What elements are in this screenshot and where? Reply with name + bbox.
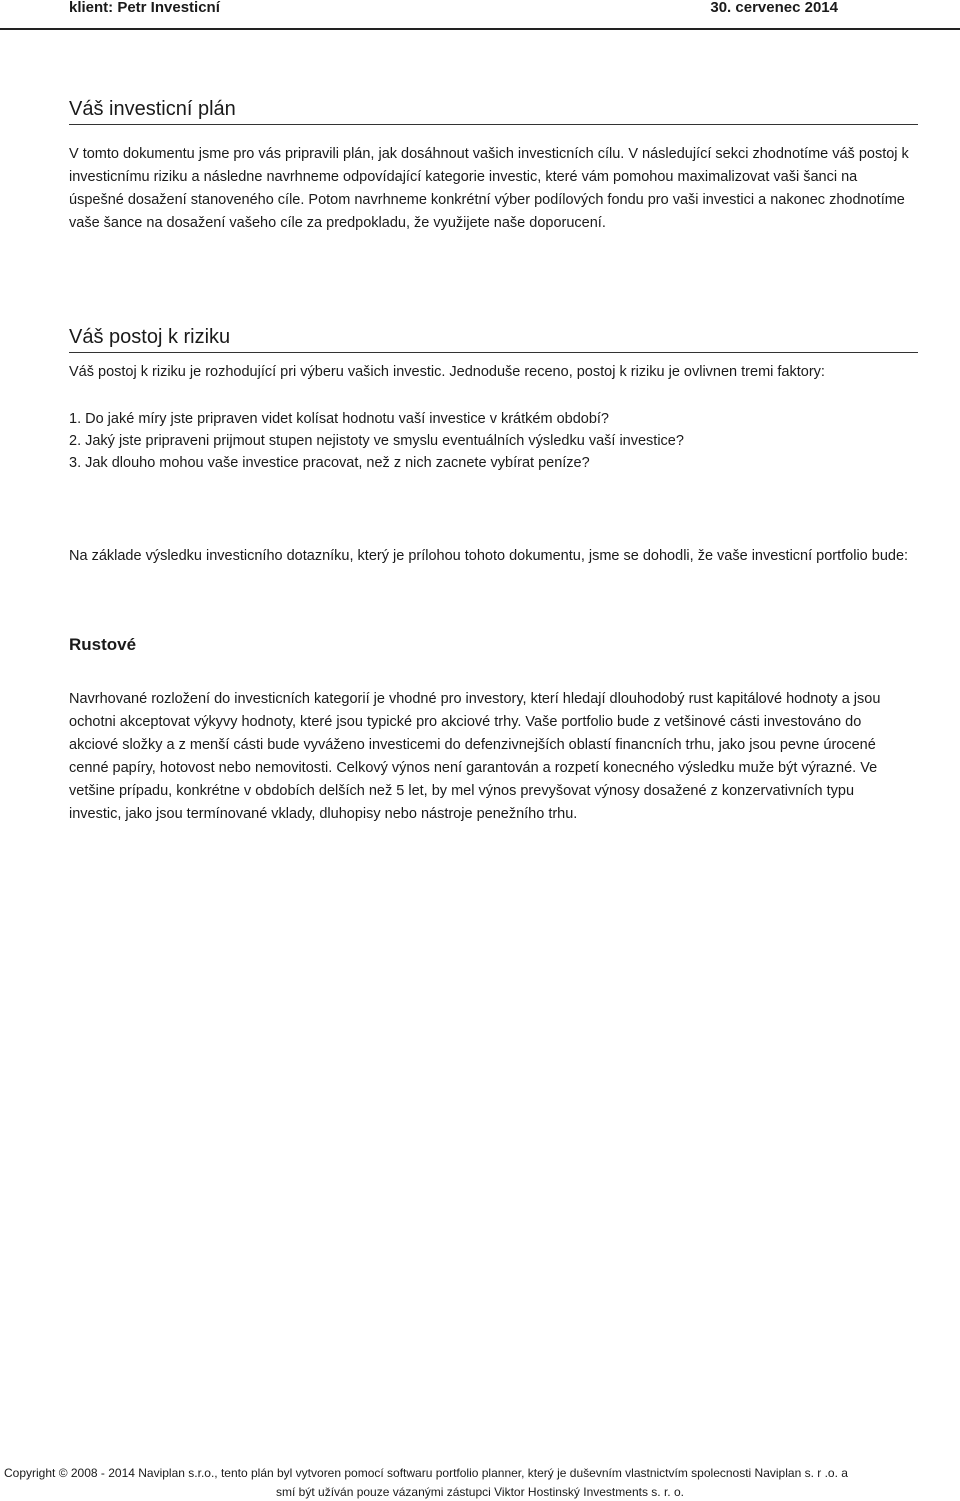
- result-paragraph: Na základe výsledku investicního dotazníku, který je prílohou tohoto dokumentu, jsme se dohodli, že vaše investicní portfolio bude:: [69, 548, 909, 564]
- footer-usage-note: smí být užíván pouze vázanými zástupci Viktor Hostinský Investments s. r. o.: [276, 1485, 684, 1499]
- section-title-risk-attitude: Váš postoj k riziku: [69, 324, 918, 353]
- section-title-investment-plan: Váš investicní plán: [69, 96, 918, 125]
- list-item: 2. Jaký jste pripraveni prijmout stupen nejistoty ve smyslu eventuálních výsledku vaší investice?: [69, 433, 684, 449]
- portfolio-profile-name: Rustové: [69, 635, 137, 654]
- risk-intro-paragraph: Váš postoj k riziku je rozhodující pri výberu vašich investic. Jednoduše receno, postoj k riziku je ovlivnen tremi faktory:: [69, 364, 825, 380]
- footer-copyright: Copyright © 2008 - 2014 Naviplan s.r.o., tento plán byl vytvoren pomocí softwaru portfolio planner, který je duševním vlastnictvím spolecnosti Naviplan s. r .o. a: [4, 1466, 848, 1480]
- list-item: 3. Jak dlouho mohou vaše investice pracovat, než z nich zacnete vybírat peníze?: [69, 455, 590, 471]
- document-date: 30. cervenec 2014: [710, 0, 838, 16]
- client-name: klient: Petr Investicní: [69, 0, 220, 16]
- risk-factors-list: [69, 408, 909, 474]
- intro-paragraph: V tomto dokumentu jsme pro vás pripravili plán, jak dosáhnout vašich investicních cílu. V následující sekci zhodnotíme váš postoj k investicnímu riziku a následne navrhneme odpovídající kategorie investic, které vám pomohou maximalizovat vaši šanci na úspešné dosažení stanoveného cíle. Potom navrhneme konkrétní výber podílových fondu pro vaši investici a nakonec zhodnotíme vaše šance na dosažení vašeho cíle za predpokladu, že využijete naše doporucení.: [69, 146, 909, 231]
- list-item: 1. Do jaké míry jste pripraven videt kolísat hodnotu vaší investice v krátkém období?: [69, 411, 609, 427]
- page-header: [0, 0, 960, 30]
- profile-description: Navrhované rozložení do investicních kategorií je vhodné pro investory, kterí hledají dlouhodobý rust kapitálové hodnoty a jsou ochotni akceptovat výkyvy hodnoty, které jsou typické pro akciové trhy. Vaše portfolio bude z vetšinové cásti investováno do akciové složky a z menší cásti bude vyváženo investicemi do defenzivnejších oblastí financních trhu, jako jsou pevne úrocené cenné papíry, hotovost nebo nemovitosti. Celkový výnos není garantován a rozpetí konecného výsledku muže být výrazné. Ve vetšine prípadu, konkrétne v obdobích delších než 5 let, by mel výnos prevyšovat výnosy dosažené z konzervativních typu investic, jako jsou termínované vklady, dluhopisy nebo nástroje penežního trhu.: [69, 691, 881, 822]
